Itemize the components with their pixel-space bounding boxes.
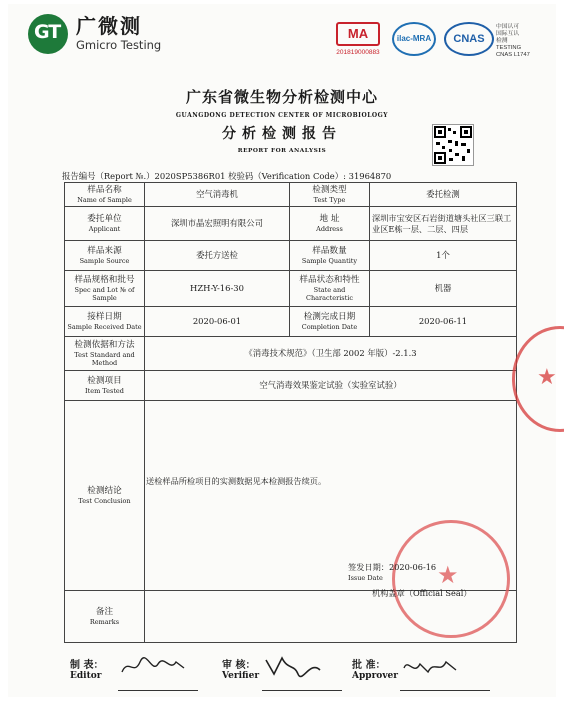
report-number-line: 报告编号（Report №.）2020SP5386R01 校验码（Verification Code）: 31964870: [62, 171, 392, 181]
row-item: [65, 371, 517, 401]
issue-date-en: Issue Date: [348, 574, 383, 582]
label-applicant: 委托单位 Applicant: [65, 207, 145, 241]
value-test-type: 委托检测: [370, 183, 517, 207]
value-test-standard: 《消毒技术规范》（卫生部 2002 年版）-2.1.3: [145, 337, 517, 371]
row-sample-name: [65, 183, 517, 207]
ilac-mra-mark: ilac-MRA: [392, 22, 440, 52]
row-spec: [65, 271, 517, 307]
verifier-label: 审 核： Verifier: [222, 660, 260, 681]
official-seal-stamp-partial: ★: [512, 326, 564, 432]
row-standard: [65, 337, 517, 371]
label-state: 样品状态和特性 State and Characteristic: [290, 271, 370, 307]
editor-signature-line: [118, 690, 198, 691]
value-sample-name: 空气消毒机: [145, 183, 290, 207]
cma-number: 201819000883: [336, 49, 380, 56]
value-applicant: 深圳市晶宏照明有限公司: [145, 207, 290, 241]
row-source: [65, 241, 517, 271]
value-completion-date: 2020-06-11: [370, 307, 517, 337]
label-test-conclusion: 检测结论 Test Conclusion: [65, 401, 145, 591]
label-received-date: 接样日期 Sample Received Date: [65, 307, 145, 337]
label-test-type: 检测类型 Test Type: [290, 183, 370, 207]
official-seal-label: 机构盖章（Official Seal）: [372, 588, 472, 598]
value-sample-quantity: 1个: [370, 241, 517, 271]
editor-signature: [118, 654, 188, 680]
official-seal-stamp: ★: [392, 520, 510, 638]
value-received-date: 2020-06-01: [145, 307, 290, 337]
report-title-en: REPORT FOR ANALYSIS: [237, 148, 327, 154]
label-spec: 样品规格和批号 Spec and Lot № of Sample: [65, 271, 145, 307]
brand-name-en: Gmicro Testing: [76, 38, 162, 52]
value-address: 深圳市宝安区石岩街道塘头社区三联工业区E栋一层、二层、四层: [370, 207, 517, 241]
brand-name-cn: 广微测: [76, 14, 142, 38]
qr-code: [432, 124, 474, 166]
label-address: 地 址 Address: [290, 207, 370, 241]
label-sample-name: 样品名称 Name of Sample: [65, 183, 145, 207]
value-spec: HZH-Y-16-30: [145, 271, 290, 307]
row-applicant: [65, 207, 517, 241]
approver-label: 批 准： Approver: [352, 660, 399, 681]
conclusion-text: 送检样品所检项目的实测数据见本检测报告续页。: [146, 476, 327, 486]
cnas-accreditation-text: 中国认可 国际互认 检测 TESTING CNAS L1747: [496, 24, 530, 58]
approver-signature: [400, 654, 460, 680]
cma-certification-mark: MA 201819000883: [330, 22, 386, 52]
label-item-tested: 检测项目 Item Tested: [65, 371, 145, 401]
label-sample-quantity: 样品数量 Sample Quantity: [290, 241, 370, 271]
issue-date: 签发日期：2020-06-16: [348, 562, 437, 572]
report-title-cn: 分析检测报告: [222, 126, 342, 142]
value-sample-source: 委托方送检: [145, 241, 290, 271]
gmicro-logo: GT: [28, 14, 68, 54]
label-remarks: 备注 Remarks: [65, 591, 145, 643]
approver-signature-line: [400, 690, 490, 691]
label-completion-date: 检测完成日期 Completion Date: [290, 307, 370, 337]
row-dates: [65, 307, 517, 337]
center-name-cn: 广东省微生物分析检测中心: [185, 88, 378, 106]
verifier-signature-line: [262, 690, 342, 691]
value-state: 机器: [370, 271, 517, 307]
editor-label: 制 表： Editor: [70, 660, 104, 681]
verifier-signature: [262, 654, 326, 680]
center-name-en: GUANGDONG DETECTION CENTER OF MICROBIOLOGY: [175, 112, 389, 119]
value-item-tested: 空气消毒效果鉴定试验（实验室试验）: [145, 371, 517, 401]
label-test-standard: 检测依据和方法 Test Standard and Method: [65, 337, 145, 371]
label-sample-source: 样品来源 Sample Source: [65, 241, 145, 271]
cnas-mark: CNAS: [444, 22, 494, 52]
